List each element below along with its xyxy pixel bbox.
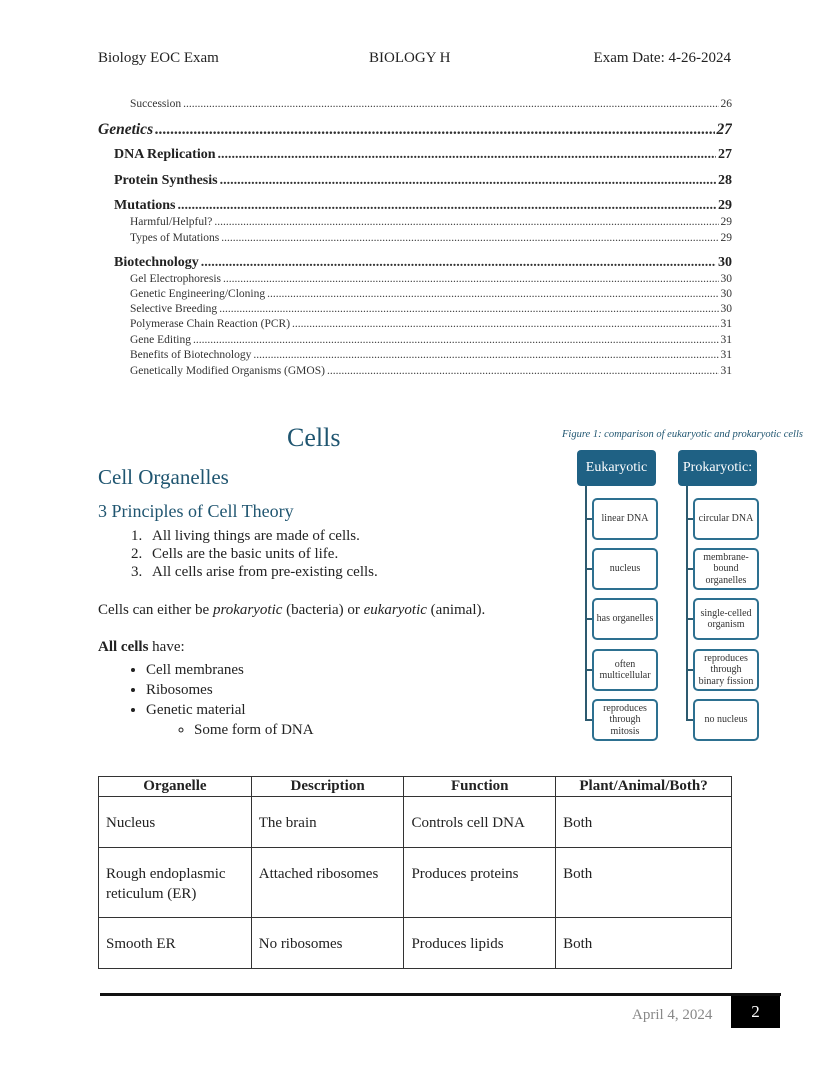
table-header-row [99, 777, 732, 797]
connector-line [585, 486, 587, 720]
page-number: 2 [731, 996, 780, 1028]
term-prokaryotic: prokaryotic [212, 602, 283, 618]
sub-bullet-item: ◦ Some form of DNA [194, 720, 314, 740]
toc-entry-succession[interactable]: Succession ..... 26 [98, 98, 732, 110]
diagram-box: reproduces through mitosis [592, 699, 658, 741]
toc-entry-protein-synthesis[interactable]: Protein Synthesis ..... 28 [98, 173, 732, 189]
table-cell: Controls cell DNA [404, 797, 556, 848]
toc-entry-gene-editing[interactable]: Gene Editing ..... 31 [98, 334, 732, 346]
sub-list [146, 720, 314, 740]
toc-entry-benefits-biotech[interactable]: Benefits of Biotechnology ..... 31 [98, 349, 732, 361]
table-cell: Produces lipids [404, 918, 556, 969]
diagram-box: membrane-bound organelles [693, 548, 759, 590]
bullet-item: • Ribosomes [146, 680, 314, 700]
table-cell: Smooth ER [99, 918, 252, 969]
header-left: Biology EOC Exam [98, 50, 219, 66]
toc-entry-gmos[interactable]: Genetically Modified Organisms (GMOS) ..... 31 [98, 365, 732, 377]
footer-date: April 4, 2024 [632, 1007, 713, 1023]
diagram-box: linear DNA [592, 498, 658, 540]
toc-entry-pcr[interactable]: Polymerase Chain Reaction (PCR) ..... 31 [98, 318, 732, 330]
table-cell: Attached ribosomes [251, 848, 404, 918]
toc-entry-mutations[interactable]: Mutations ..... 29 [98, 198, 732, 214]
toc-entry-harmful-helpful[interactable]: Harmful/Helpful? ..... 29 [98, 216, 732, 228]
principle-item: 3. All cells arise from pre-existing cells. [146, 563, 378, 581]
bullet-item: • Genetic material ◦ Some form of DNA [146, 700, 314, 740]
connector-line [686, 486, 688, 720]
cell-types-paragraph: Cells can either be prokaryotic (bacteria) or eukaryotic (animal). [98, 602, 486, 618]
figure-caption: Figure 1: comparison of eukaryotic and prokaryotic cells [562, 429, 803, 440]
heading-cell-organelles: Cell Organelles [98, 465, 229, 489]
term-eukaryotic: eukaryotic [363, 602, 427, 618]
table-row [99, 918, 732, 969]
table-of-contents [98, 96, 732, 386]
toc-entry-biotechnology[interactable]: Biotechnology ..... 30 [98, 255, 732, 271]
toc-entry-types-of-mutations[interactable]: Types of Mutations ..... 29 [98, 232, 732, 244]
toc-entry-genetic-engineering[interactable]: Genetic Engineering/Cloning ..... 30 [98, 288, 732, 300]
toc-entry-genetics[interactable]: Genetics ..... 27 [98, 121, 732, 139]
diagram-box: often multicellular [592, 649, 658, 691]
heading-cell-theory: 3 Principles of Cell Theory [98, 501, 294, 521]
diagram-header-prokaryotic: Prokaryotic: [678, 450, 757, 486]
bullet-item: • Cell membranes [146, 660, 314, 680]
toc-entry-dna-replication[interactable]: DNA Replication ..... 27 [98, 147, 732, 163]
table-cell: No ribosomes [251, 918, 404, 969]
footer-divider [100, 993, 781, 996]
table-cell: The brain [251, 797, 404, 848]
toc-entry-selective-breeding[interactable]: Selective Breeding ..... 30 [98, 303, 732, 315]
table-cell: Produces proteins [404, 848, 556, 918]
principle-item: 2. Cells are the basic units of life. [146, 545, 378, 563]
table-row [99, 848, 732, 918]
diagram-box: single-celled organism [693, 598, 759, 640]
table-cell: Both [556, 797, 732, 848]
header-center: BIOLOGY H [369, 50, 451, 66]
principle-item: 1. All living things are made of cells. [146, 527, 378, 545]
toc-entry-gel-electrophoresis[interactable]: Gel Electrophoresis ..... 30 [98, 273, 732, 285]
cell-theory-list [98, 527, 378, 581]
diagram-box: reproduces through binary fission [693, 649, 759, 691]
column-header: Function [404, 777, 556, 797]
diagram-box: has organelles [592, 598, 658, 640]
diagram-box: no nucleus [693, 699, 759, 741]
diagram-box: circular DNA [693, 498, 759, 540]
column-header: Description [251, 777, 404, 797]
all-cells-list [98, 660, 314, 740]
organelle-table [98, 776, 732, 969]
all-cells-intro: All cells have: [98, 639, 185, 655]
table-cell: Rough endoplasmic reticulum (ER) [99, 848, 252, 918]
diagram-header-eukaryotic: Eukaryotic [577, 450, 656, 486]
table-cell: Both [556, 918, 732, 969]
section-title: Cells [287, 423, 341, 452]
diagram-box: nucleus [592, 548, 658, 590]
column-header: Plant/Animal/Both? [556, 777, 732, 797]
header-right: Exam Date: 4-26-2024 [593, 50, 731, 66]
column-header: Organelle [99, 777, 252, 797]
table-cell: Both [556, 848, 732, 918]
table-row [99, 797, 732, 848]
table-cell: Nucleus [99, 797, 252, 848]
